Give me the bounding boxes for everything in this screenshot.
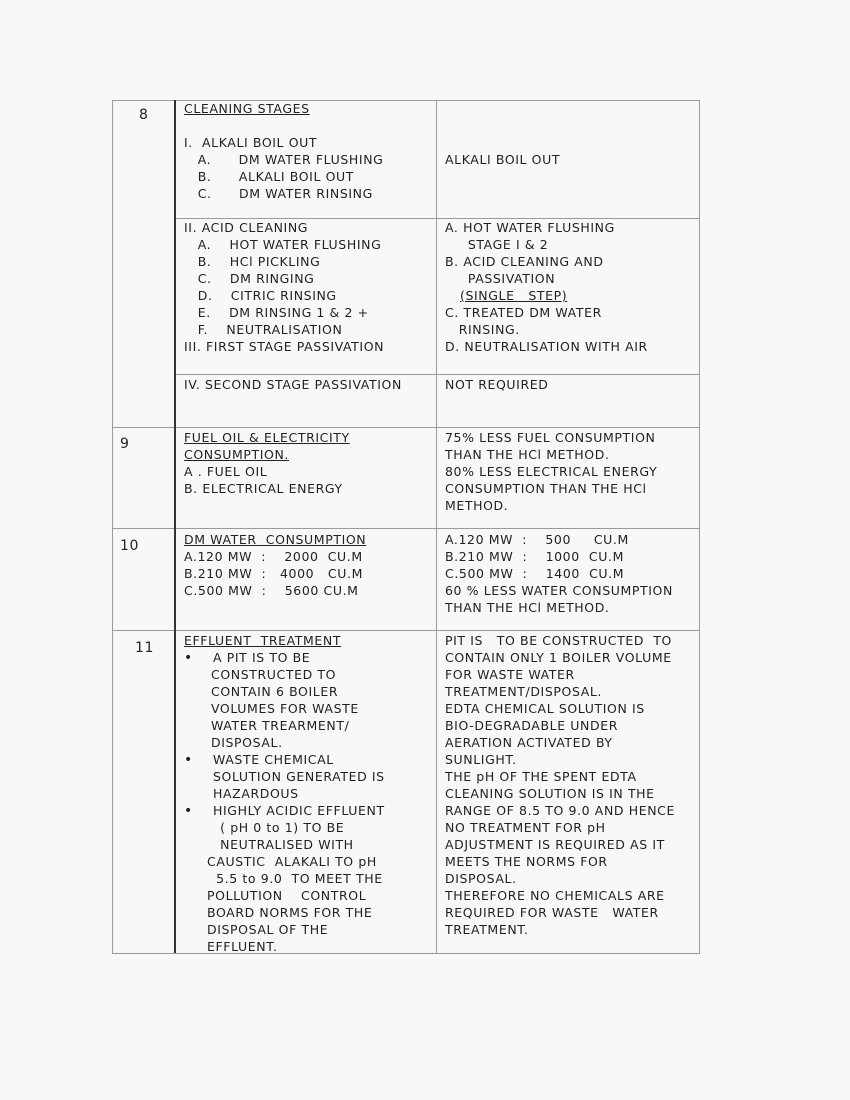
bullet-line: CONSTRUCTED TO	[211, 667, 337, 682]
list-line: METHOD.	[445, 498, 509, 513]
row-number: 9	[120, 436, 130, 452]
list-line: STAGE I & 2	[445, 237, 549, 252]
row8-section1-divider	[176, 218, 700, 219]
list-line: RINSING.	[445, 322, 520, 337]
table-left-border	[112, 100, 113, 953]
list-line: EDTA CHEMICAL SOLUTION IS	[445, 701, 645, 716]
list-line: DISPOSAL.	[445, 871, 517, 886]
bullet-line: DISPOSAL.	[211, 735, 283, 750]
bullet-line: SOLUTION GENERATED IS	[213, 769, 385, 784]
list-line: 60 % LESS WATER CONSUMPTION	[445, 583, 673, 598]
list-line: SUNLIGHT.	[445, 752, 517, 767]
list-line: A.120 MW : 500 CU.M	[445, 532, 629, 547]
list-line: I. ALKALI BOIL OUT	[184, 135, 318, 150]
list-line: B. HCl PICKLING	[184, 254, 321, 269]
number-column-divider	[174, 100, 176, 953]
list-line: RANGE OF 8.5 TO 9.0 AND HENCE	[445, 803, 675, 818]
list-line: B. ACID CLEANING AND	[445, 254, 604, 269]
row-number: 10	[120, 538, 140, 554]
list-line: C.500 MW : 5600 CU.M	[184, 583, 359, 598]
right-cell-text: ALKALI BOIL OUT	[445, 152, 561, 167]
list-line: 75% LESS FUEL CONSUMPTION	[445, 430, 656, 445]
bullet-line: POLLUTION CONTROL	[207, 888, 367, 903]
bullet-icon: •	[184, 650, 193, 666]
bullet-line: VOLUMES FOR WASTE	[211, 701, 359, 716]
bullet-line: CAUSTIC ALAKALI TO pH	[207, 854, 377, 869]
bullet-line: NEUTRALISED WITH	[211, 837, 354, 852]
right-cell-text: NOT REQUIRED	[445, 377, 549, 392]
list-line: THAN THE HCl METHOD.	[445, 447, 610, 462]
list-line: B.210 MW : 4000 CU.M	[184, 566, 363, 581]
list-line: BIO-DEGRADABLE UNDER	[445, 718, 618, 733]
list-line: A . FUEL OIL	[184, 464, 268, 479]
row-divider-9-10	[112, 528, 700, 529]
list-line: AERATION ACTIVATED BY	[445, 735, 613, 750]
list-line: THEREFORE NO CHEMICALS ARE	[445, 888, 665, 903]
list-line: B.210 MW : 1000 CU.M	[445, 549, 624, 564]
list-line: B. ALKALI BOIL OUT	[184, 169, 355, 184]
list-line: C. TREATED DM WATER	[445, 305, 602, 320]
bullet-line: DISPOSAL OF THE	[207, 922, 329, 937]
list-line: E. DM RINSING 1 & 2 +	[184, 305, 369, 320]
row-divider-8-9	[112, 427, 700, 428]
list-line: NO TREATMENT FOR pH	[445, 820, 606, 835]
list-line: II. ACID CLEANING	[184, 220, 309, 235]
section-heading: CONSUMPTION.	[184, 447, 290, 462]
list-line: C. DM WATER RINSING	[184, 186, 373, 201]
bullet-line: EFFLUENT.	[207, 939, 278, 954]
list-line: B. ELECTRICAL ENERGY	[184, 481, 343, 496]
section-heading: CLEANING STAGES	[184, 101, 310, 116]
bullet-line: BOARD NORMS FOR THE	[207, 905, 373, 920]
list-line: 80% LESS ELECTRICAL ENERGY	[445, 464, 658, 479]
list-line: FOR WASTE WATER	[445, 667, 575, 682]
list-line: D. NEUTRALISATION WITH AIR	[445, 339, 648, 354]
bullet-line: 5.5 to 9.0 TO MEET THE	[207, 871, 383, 886]
bullet-line: WATER TREARMENT/	[211, 718, 350, 733]
list-line: F. NEUTRALISATION	[184, 322, 343, 337]
list-line: MEETS THE NORMS FOR	[445, 854, 608, 869]
list-line: D. CITRIC RINSING	[184, 288, 337, 303]
bullet-icon: •	[184, 752, 193, 768]
list-line: PASSIVATION	[445, 271, 556, 286]
list-line: C. DM RINGING	[184, 271, 315, 286]
table-right-border	[699, 100, 700, 953]
list-line: TREATMENT.	[445, 922, 529, 937]
bullet-line: A PIT IS TO BE	[213, 650, 311, 665]
list-line: A.120 MW : 2000 CU.M	[184, 549, 363, 564]
row-divider-10-11	[112, 630, 700, 631]
list-line: CONSUMPTION THAN THE HCl	[445, 481, 647, 496]
bullet-line: ( pH 0 to 1) TO BE	[211, 820, 345, 835]
list-line: THE pH OF THE SPENT EDTA	[445, 769, 637, 784]
bullet-line: CONTAIN 6 BOILER	[211, 684, 339, 699]
bullet-line: HIGHLY ACIDIC EFFLUENT	[213, 803, 385, 818]
list-line: III. FIRST STAGE PASSIVATION	[184, 339, 385, 354]
bullet-icon: •	[184, 803, 193, 819]
list-line: PIT IS TO BE CONSTRUCTED TO	[445, 633, 672, 648]
list-line: TREATMENT/DISPOSAL.	[445, 684, 602, 699]
list-line: ADJUSTMENT IS REQUIRED AS IT	[445, 837, 665, 852]
list-line: A. HOT WATER FLUSHING	[445, 220, 615, 235]
table-bottom-border	[112, 953, 700, 954]
bullet-line: WASTE CHEMICAL	[213, 752, 334, 767]
list-line: THAN THE HCl METHOD.	[445, 600, 610, 615]
middle-column-divider	[436, 100, 437, 953]
row-number: 11	[135, 640, 155, 656]
section-heading: EFFLUENT TREATMENT	[184, 633, 342, 648]
list-line: CONTAIN ONLY 1 BOILER VOLUME	[445, 650, 672, 665]
list-line: CLEANING SOLUTION IS IN THE	[445, 786, 655, 801]
list-line: REQUIRED FOR WASTE WATER	[445, 905, 659, 920]
list-line: A. HOT WATER FLUSHING	[184, 237, 382, 252]
row-number: 8	[139, 107, 149, 123]
list-line: C.500 MW : 1400 CU.M	[445, 566, 625, 581]
row8-section2-divider	[176, 374, 700, 375]
list-line: A. DM WATER FLUSHING	[184, 152, 384, 167]
section-heading: FUEL OIL & ELECTRICITY	[184, 430, 350, 445]
single-step-note: (SINGLE STEP)	[460, 288, 568, 303]
bullet-line: HAZARDOUS	[213, 786, 299, 801]
left-cell-text: IV. SECOND STAGE PASSIVATION	[184, 377, 402, 392]
section-heading: DM WATER CONSUMPTION	[184, 532, 367, 547]
